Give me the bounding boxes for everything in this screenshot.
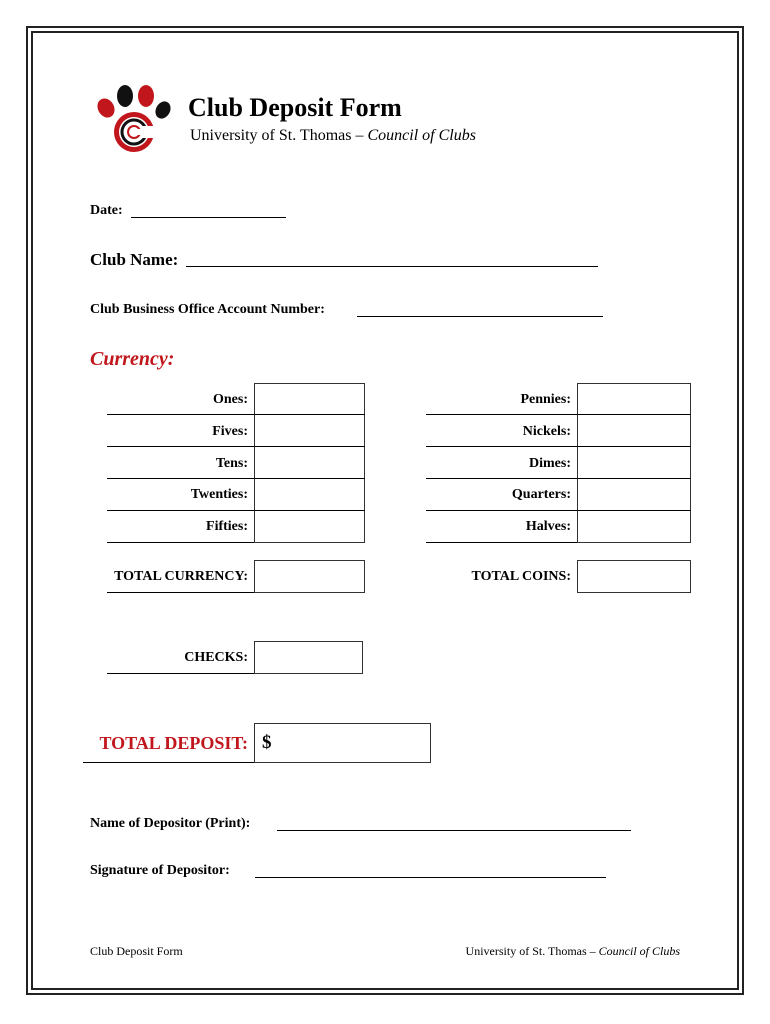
fifties-input[interactable] (255, 512, 364, 542)
total-currency-label: TOTAL CURRENCY: (114, 569, 248, 584)
footer-left: Club Deposit Form (90, 944, 183, 958)
subtitle-council: Council of Clubs (367, 127, 476, 144)
quarters-row-line (426, 510, 577, 511)
total-deposit-label: TOTAL DEPOSIT: (99, 733, 248, 753)
pennies-label: Pennies: (520, 392, 571, 407)
date-label: Date: (90, 203, 123, 218)
ones-label: Ones: (213, 392, 248, 407)
fives-label: Fives: (212, 424, 248, 439)
fives-row-line (107, 446, 254, 447)
coins-box-divider (577, 414, 691, 415)
ones-input[interactable] (255, 384, 364, 414)
total-coins-input[interactable] (577, 560, 691, 593)
currency-heading: Currency: (90, 348, 175, 370)
checks-label: CHECKS: (184, 650, 248, 665)
dollar-sign: $ (262, 732, 272, 753)
tens-label: Tens: (215, 456, 248, 471)
nickels-input[interactable] (578, 416, 690, 446)
checks-input[interactable] (254, 641, 363, 674)
twenties-input[interactable] (255, 480, 364, 510)
checks-row-line (107, 673, 254, 674)
total-currency-row-line (107, 592, 254, 593)
total-coins-label: TOTAL COINS: (471, 569, 571, 584)
paw-logo-icon (92, 84, 174, 156)
fives-input[interactable] (255, 416, 364, 446)
tens-input[interactable] (255, 448, 364, 478)
footer-university: University of St. Thomas – (465, 944, 599, 958)
subtitle-university: University of St. Thomas – (190, 127, 368, 144)
nickels-row-line (426, 446, 577, 447)
twenties-row-line (107, 510, 254, 511)
halves-input[interactable] (578, 512, 690, 542)
dimes-label: Dimes: (529, 456, 571, 471)
fifties-label: Fifties: (206, 519, 248, 534)
fifties-row-line (107, 542, 254, 543)
dimes-input[interactable] (578, 448, 690, 478)
date-field[interactable] (131, 217, 286, 218)
halves-row-line (426, 542, 577, 543)
account-number-label: Club Business Office Account Number: (90, 302, 325, 317)
bills-box-divider (254, 510, 365, 511)
twenties-label: Twenties: (190, 487, 248, 502)
account-number-field[interactable] (357, 316, 603, 317)
nickels-label: Nickels: (522, 424, 571, 439)
club-name-field[interactable] (186, 266, 598, 267)
signature-field[interactable] (255, 877, 606, 878)
bills-box-divider (254, 446, 365, 447)
halves-label: Halves: (525, 519, 571, 534)
depositor-name-field[interactable] (277, 830, 631, 831)
total-currency-input[interactable] (254, 560, 365, 593)
bills-box-divider (254, 414, 365, 415)
footer-right (466, 944, 680, 959)
bills-box-divider (254, 478, 365, 479)
tens-row-line (107, 478, 254, 479)
total-deposit-input[interactable] (254, 723, 431, 763)
form-title: Club Deposit Form (188, 93, 402, 122)
quarters-label: Quarters: (511, 487, 571, 502)
footer-council: Council of Clubs (598, 944, 680, 958)
depositor-name-label: Name of Depositor (Print): (90, 816, 251, 831)
coins-box-divider (577, 510, 691, 511)
form-subtitle (190, 127, 476, 145)
coins-box-divider (577, 446, 691, 447)
coins-box-divider (577, 478, 691, 479)
dimes-row-line (426, 478, 577, 479)
club-name-label: Club Name: (90, 250, 179, 269)
signature-label: Signature of Depositor: (90, 863, 230, 878)
ones-row-line (107, 414, 254, 415)
quarters-input[interactable] (578, 480, 690, 510)
pennies-input[interactable] (578, 384, 690, 414)
total-deposit-row-line (83, 762, 254, 763)
pennies-row-line (426, 414, 577, 415)
